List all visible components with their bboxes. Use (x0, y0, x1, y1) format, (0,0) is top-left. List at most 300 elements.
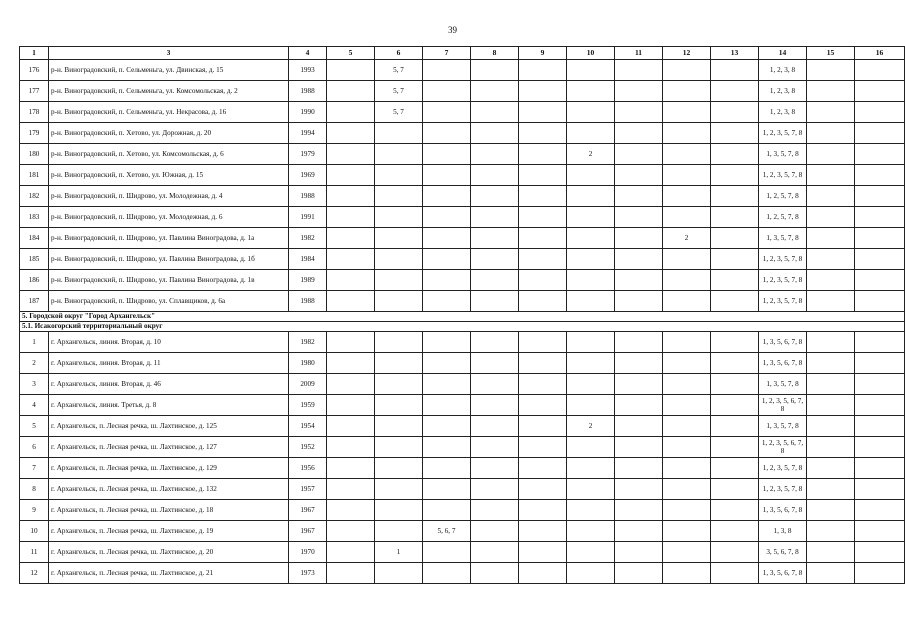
table-cell: 1, 2, 3, 5, 6, 7, 8 (759, 437, 807, 458)
year-cell: 1980 (289, 353, 327, 374)
table-cell (711, 416, 759, 437)
row-number: 178 (20, 102, 49, 123)
section-row (20, 322, 905, 332)
table-cell (807, 291, 855, 312)
address-cell: г. Архангельск, линия. Вторая, д. 11 (49, 353, 289, 374)
table-cell (519, 144, 567, 165)
table-cell (807, 60, 855, 81)
table-row (20, 102, 905, 123)
table-cell (423, 479, 471, 500)
year-cell: 1967 (289, 521, 327, 542)
table-cell (615, 458, 663, 479)
table-cell (615, 416, 663, 437)
column-header: 8 (471, 47, 519, 60)
table-cell (807, 458, 855, 479)
table-cell (327, 291, 375, 312)
table-cell (567, 542, 615, 563)
table-cell (471, 60, 519, 81)
table-cell (471, 479, 519, 500)
table-cell (519, 332, 567, 353)
table-cell (567, 81, 615, 102)
table-cell (471, 291, 519, 312)
table-cell (711, 165, 759, 186)
table-cell (327, 479, 375, 500)
table-cell (471, 353, 519, 374)
table-cell: 1, 3, 5, 7, 8 (759, 416, 807, 437)
table-cell (615, 270, 663, 291)
table-cell (567, 458, 615, 479)
table-cell (567, 563, 615, 584)
table-cell (855, 542, 905, 563)
table-cell: 1, 3, 8 (759, 521, 807, 542)
table-cell (615, 374, 663, 395)
table-cell (423, 228, 471, 249)
table-cell (615, 207, 663, 228)
table-cell (471, 228, 519, 249)
table-cell (519, 416, 567, 437)
page-number: 39 (448, 25, 457, 35)
year-cell: 1956 (289, 458, 327, 479)
address-cell: г. Архангельск, линия. Вторая, д. 46 (49, 374, 289, 395)
address-cell: р-н. Виноградовский, п. Хетово, ул. Южная, д. 15 (49, 165, 289, 186)
table-cell (327, 102, 375, 123)
table-cell (663, 207, 711, 228)
table-cell (855, 291, 905, 312)
table-cell (567, 395, 615, 416)
table-cell (375, 332, 423, 353)
column-header: 9 (519, 47, 567, 60)
table-cell: 1, 2, 3, 8 (759, 102, 807, 123)
row-number: 177 (20, 81, 49, 102)
table-cell (375, 563, 423, 584)
table-cell (807, 332, 855, 353)
table-cell (327, 165, 375, 186)
year-cell: 1952 (289, 437, 327, 458)
address-cell: г. Архангельск, п. Лесная речка, ш. Лахтинское, д. 20 (49, 542, 289, 563)
address-cell: р-н. Виноградовский, п. Сельменьга, ул. Некрасова, д. 16 (49, 102, 289, 123)
table-cell (471, 542, 519, 563)
row-number: 181 (20, 165, 49, 186)
table-cell (423, 207, 471, 228)
table-cell (855, 144, 905, 165)
address-cell: г. Архангельск, п. Лесная речка, ш. Лахтинское, д. 125 (49, 416, 289, 437)
table-cell (375, 228, 423, 249)
table-cell (471, 416, 519, 437)
table-cell (423, 500, 471, 521)
table-cell (423, 81, 471, 102)
table-cell (567, 123, 615, 144)
address-cell: г. Архангельск, п. Лесная речка, ш. Лахтинское, д. 21 (49, 563, 289, 584)
year-cell: 1967 (289, 500, 327, 521)
table-cell (519, 270, 567, 291)
table-cell: 1, 3, 5, 7, 8 (759, 144, 807, 165)
table-cell: 1, 2, 5, 7, 8 (759, 207, 807, 228)
table-cell (423, 144, 471, 165)
table-cell (615, 291, 663, 312)
table-cell (855, 374, 905, 395)
table-cell: 1, 2, 3, 5, 7, 8 (759, 479, 807, 500)
address-cell: р-н. Виноградовский, п. Хетово, ул. Комсомольская, д. 6 (49, 144, 289, 165)
table-cell (663, 500, 711, 521)
column-header: 15 (807, 47, 855, 60)
table-row (20, 395, 905, 416)
table-cell (327, 144, 375, 165)
table-cell (663, 353, 711, 374)
column-header: 13 (711, 47, 759, 60)
table-cell (855, 60, 905, 81)
table-row (20, 521, 905, 542)
table-cell: 1, 2, 3, 5, 7, 8 (759, 291, 807, 312)
table-cell (423, 563, 471, 584)
table-cell (471, 270, 519, 291)
section-title: 5. Городской округ "Город Архангельск" (20, 312, 905, 322)
table-cell (615, 123, 663, 144)
table-cell (663, 542, 711, 563)
table-cell (711, 563, 759, 584)
table-cell (615, 353, 663, 374)
table-cell (855, 165, 905, 186)
column-header: 3 (49, 47, 289, 60)
table-row (20, 270, 905, 291)
table-cell (615, 542, 663, 563)
table-cell (327, 458, 375, 479)
table-cell (807, 437, 855, 458)
row-number: 3 (20, 374, 49, 395)
table-cell (663, 186, 711, 207)
table-cell (711, 521, 759, 542)
table-cell (567, 207, 615, 228)
row-number: 176 (20, 60, 49, 81)
table-cell (663, 521, 711, 542)
table-cell (423, 60, 471, 81)
year-cell: 1982 (289, 228, 327, 249)
table-cell (711, 437, 759, 458)
table-cell: 1, 3, 5, 6, 7, 8 (759, 563, 807, 584)
table-cell (855, 207, 905, 228)
table-cell (615, 500, 663, 521)
table-row (20, 228, 905, 249)
table-cell (519, 165, 567, 186)
table-cell (711, 479, 759, 500)
table-cell (375, 123, 423, 144)
table-cell (807, 270, 855, 291)
table-cell (471, 123, 519, 144)
table-cell (375, 186, 423, 207)
column-header: 10 (567, 47, 615, 60)
table-cell (567, 332, 615, 353)
table-cell (711, 270, 759, 291)
table-cell (327, 521, 375, 542)
year-cell: 1957 (289, 479, 327, 500)
table-cell (375, 500, 423, 521)
table-cell (711, 500, 759, 521)
table-row (20, 542, 905, 563)
table-cell (471, 374, 519, 395)
table-cell (567, 165, 615, 186)
address-cell: р-н. Виноградовский, п. Шидрово, ул. Молодежная, д. 6 (49, 207, 289, 228)
table-cell (855, 458, 905, 479)
year-cell: 1988 (289, 81, 327, 102)
table-cell (663, 291, 711, 312)
table-row (20, 353, 905, 374)
address-cell: р-н. Виноградовский, п. Шидрово, ул. Молодежная, д. 4 (49, 186, 289, 207)
table-cell (519, 291, 567, 312)
address-cell: р-н. Виноградовский, п. Хетово, ул. Дорожная, д. 20 (49, 123, 289, 144)
table-cell: 1, 2, 3, 5, 7, 8 (759, 458, 807, 479)
column-header: 11 (615, 47, 663, 60)
table-cell (615, 563, 663, 584)
address-cell: р-н. Виноградовский, п. Сельменьга, ул. Двинская, д. 15 (49, 60, 289, 81)
table-cell (423, 186, 471, 207)
table-cell: 1, 3, 5, 7, 8 (759, 228, 807, 249)
table-cell (663, 416, 711, 437)
table-cell (375, 353, 423, 374)
table-cell (615, 332, 663, 353)
table-cell (423, 353, 471, 374)
table-cell (663, 332, 711, 353)
table-cell (807, 228, 855, 249)
table-cell (375, 437, 423, 458)
table-cell (615, 81, 663, 102)
table-cell (423, 374, 471, 395)
table-cell (423, 102, 471, 123)
table-row (20, 437, 905, 458)
table-cell: 1 (375, 542, 423, 563)
table-cell (519, 563, 567, 584)
table-cell (663, 81, 711, 102)
column-header: 5 (327, 47, 375, 60)
table-cell (471, 165, 519, 186)
table-cell (423, 437, 471, 458)
year-cell: 1988 (289, 291, 327, 312)
table-cell (423, 165, 471, 186)
table-cell (567, 186, 615, 207)
table-cell (807, 102, 855, 123)
table-cell (423, 542, 471, 563)
table-cell: 5, 7 (375, 102, 423, 123)
table-row (20, 374, 905, 395)
address-cell: г. Архангельск, линия. Третья, д. 8 (49, 395, 289, 416)
table-cell (471, 500, 519, 521)
table-cell (663, 479, 711, 500)
table-cell (375, 165, 423, 186)
table-cell (471, 332, 519, 353)
table-cell (375, 291, 423, 312)
table-cell (423, 332, 471, 353)
address-cell: г. Архангельск, п. Лесная речка, ш. Лахтинское, д. 129 (49, 458, 289, 479)
table-cell (327, 437, 375, 458)
table-cell (327, 353, 375, 374)
row-number: 10 (20, 521, 49, 542)
year-cell: 1988 (289, 186, 327, 207)
table-cell (855, 249, 905, 270)
column-header: 12 (663, 47, 711, 60)
table-cell (663, 249, 711, 270)
table-cell (807, 395, 855, 416)
row-number: 180 (20, 144, 49, 165)
table-cell (423, 249, 471, 270)
table-cell (423, 416, 471, 437)
table-cell (423, 395, 471, 416)
year-cell: 2009 (289, 374, 327, 395)
table-cell (663, 374, 711, 395)
table-cell (855, 563, 905, 584)
table-cell (807, 479, 855, 500)
table-row (20, 458, 905, 479)
year-cell: 1984 (289, 249, 327, 270)
table-cell (807, 542, 855, 563)
table-cell (327, 81, 375, 102)
table-cell (519, 60, 567, 81)
table-cell (663, 60, 711, 81)
row-number: 187 (20, 291, 49, 312)
table-cell (855, 416, 905, 437)
table-cell (519, 353, 567, 374)
table-cell (471, 102, 519, 123)
table-cell (663, 270, 711, 291)
table-cell (375, 374, 423, 395)
table-cell (327, 60, 375, 81)
table-cell: 5, 7 (375, 60, 423, 81)
row-number: 179 (20, 123, 49, 144)
table-cell (711, 186, 759, 207)
table-row (20, 332, 905, 353)
table-cell (375, 395, 423, 416)
table-cell (807, 186, 855, 207)
table-cell (711, 332, 759, 353)
row-number: 7 (20, 458, 49, 479)
table-cell (615, 228, 663, 249)
table-row (20, 165, 905, 186)
table-cell (519, 395, 567, 416)
table-cell (663, 395, 711, 416)
table-cell (663, 165, 711, 186)
table-cell (519, 228, 567, 249)
table-cell (567, 228, 615, 249)
table-cell (567, 500, 615, 521)
table-cell (711, 395, 759, 416)
table-cell (855, 270, 905, 291)
column-header: 14 (759, 47, 807, 60)
year-cell: 1969 (289, 165, 327, 186)
table-cell (471, 144, 519, 165)
year-cell: 1991 (289, 207, 327, 228)
table-cell (327, 395, 375, 416)
table-cell (663, 563, 711, 584)
table-cell (807, 207, 855, 228)
table-cell: 5, 7 (375, 81, 423, 102)
row-number: 2 (20, 353, 49, 374)
table-cell: 2 (567, 144, 615, 165)
table-row (20, 249, 905, 270)
table-cell (423, 123, 471, 144)
table-cell (375, 144, 423, 165)
table-cell (471, 521, 519, 542)
table-cell (327, 332, 375, 353)
table-cell (711, 60, 759, 81)
table-cell (519, 123, 567, 144)
section-row (20, 312, 905, 322)
table-cell: 1, 2, 5, 7, 8 (759, 186, 807, 207)
table-cell (711, 249, 759, 270)
table-cell (711, 353, 759, 374)
table-cell (471, 207, 519, 228)
table-cell (855, 102, 905, 123)
address-cell: г. Архангельск, п. Лесная речка, ш. Лахтинское, д. 127 (49, 437, 289, 458)
table-cell (711, 542, 759, 563)
row-number: 6 (20, 437, 49, 458)
table-cell: 5, 6, 7 (423, 521, 471, 542)
address-cell: р-н. Виноградовский, п. Сельменьга, ул. Комсомольская, д. 2 (49, 81, 289, 102)
table-cell (855, 228, 905, 249)
table-cell: 1, 2, 3, 5, 7, 8 (759, 123, 807, 144)
table-cell (807, 249, 855, 270)
table-cell: 2 (663, 228, 711, 249)
address-cell: р-н. Виноградовский, п. Шидрово, ул. Павлина Виноградова, д. 1а (49, 228, 289, 249)
table-cell (567, 521, 615, 542)
table-cell: 1, 2, 3, 5, 7, 8 (759, 165, 807, 186)
table-cell (327, 374, 375, 395)
table-cell: 1, 2, 3, 5, 7, 8 (759, 270, 807, 291)
table-cell (375, 521, 423, 542)
table-cell (807, 500, 855, 521)
table-cell: 1, 2, 3, 8 (759, 81, 807, 102)
table-cell (855, 332, 905, 353)
table-cell (615, 521, 663, 542)
address-cell: р-н. Виноградовский, п. Шидрово, ул. Павлина Виноградова, д. 1в (49, 270, 289, 291)
table-cell (375, 270, 423, 291)
table-cell (327, 416, 375, 437)
table-cell (375, 416, 423, 437)
section-title: 5.1. Исакогорский территориальный округ (20, 322, 905, 332)
table-cell (807, 123, 855, 144)
row-number: 12 (20, 563, 49, 584)
table-cell (855, 521, 905, 542)
table-cell (615, 437, 663, 458)
table-cell (567, 353, 615, 374)
table-cell (615, 249, 663, 270)
table-cell: 1, 2, 3, 5, 7, 8 (759, 249, 807, 270)
table-cell (375, 207, 423, 228)
table-cell (471, 395, 519, 416)
row-number: 186 (20, 270, 49, 291)
table-cell (567, 374, 615, 395)
address-cell: р-н. Виноградовский, п. Шидрово, ул. Павлина Виноградова, д. 1б (49, 249, 289, 270)
column-header: 7 (423, 47, 471, 60)
row-number: 185 (20, 249, 49, 270)
table-cell (327, 186, 375, 207)
table-cell (663, 437, 711, 458)
column-header: 1 (20, 47, 49, 60)
table-cell (855, 500, 905, 521)
header-row (20, 47, 905, 60)
year-cell: 1973 (289, 563, 327, 584)
column-header: 16 (855, 47, 905, 60)
table-row (20, 291, 905, 312)
table-cell (711, 207, 759, 228)
table-row (20, 60, 905, 81)
address-cell: г. Архангельск, п. Лесная речка, ш. Лахтинское, д. 18 (49, 500, 289, 521)
table-cell (855, 123, 905, 144)
table-cell (567, 249, 615, 270)
table-cell (471, 563, 519, 584)
address-cell: г. Архангельск, линия. Вторая, д. 10 (49, 332, 289, 353)
table-cell (855, 437, 905, 458)
row-number: 11 (20, 542, 49, 563)
year-cell: 1994 (289, 123, 327, 144)
table-cell (711, 123, 759, 144)
table-cell (567, 102, 615, 123)
